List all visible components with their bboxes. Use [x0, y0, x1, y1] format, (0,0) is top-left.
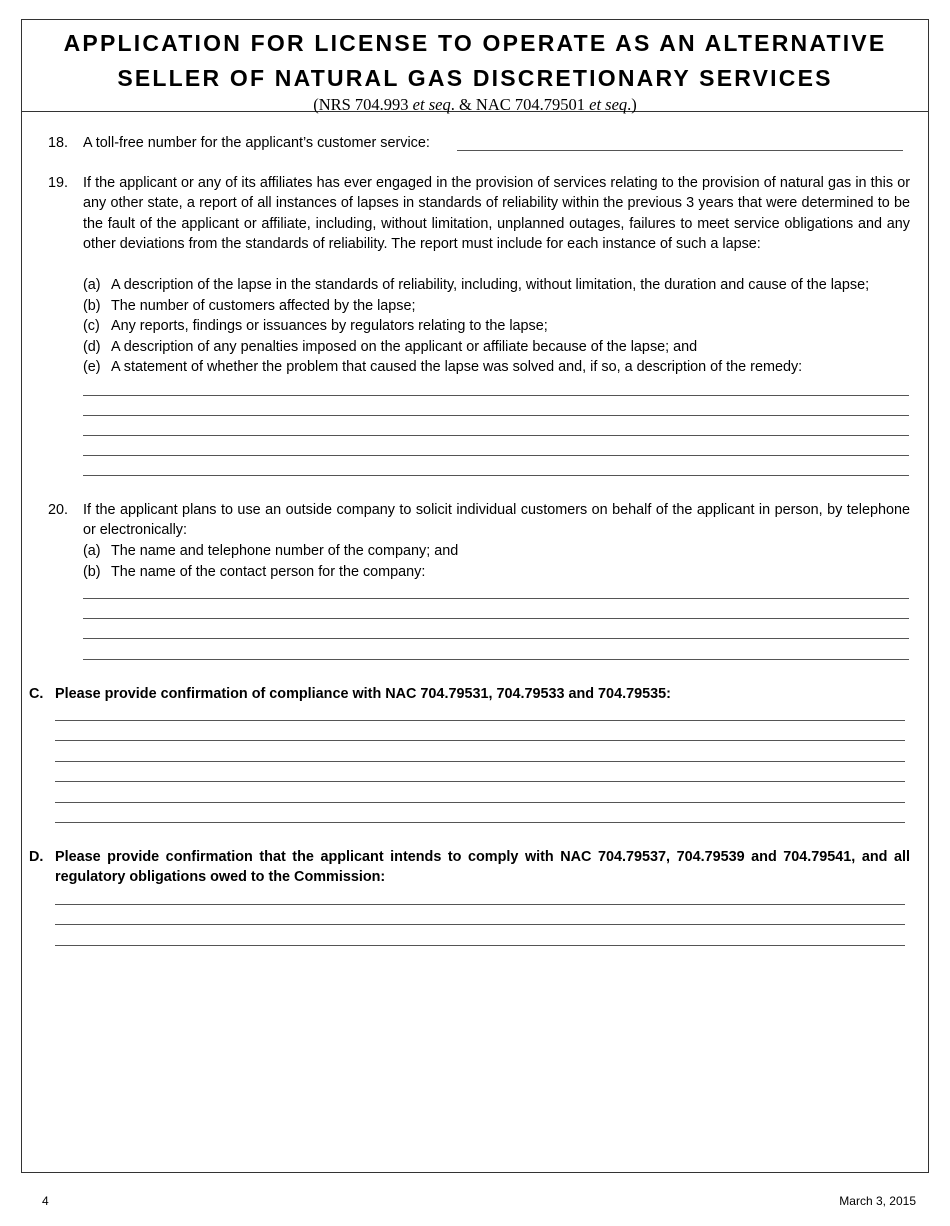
sub-label: (a) — [83, 543, 101, 559]
section-c-answer-line[interactable] — [55, 781, 905, 782]
section-d-answer-line[interactable] — [55, 945, 905, 946]
sub-label: (c) — [83, 318, 100, 334]
form-title — [22, 26, 928, 96]
item-19-text: If the applicant or any of its affiliates has ever engaged in the provision of services relating to the provision of natural gas in this or any other state, a report of all instances of lapses in standards of reliability within the previous 3 years that were determined to be the fault of the applicant or affiliate, including, without limitation, unplanned outages, failures to meet service obligations and any other deviations from the standards of reliability. The report must include for each instance of such a lapse: — [83, 175, 910, 253]
sub-label: (b) — [83, 563, 101, 580]
item-20-answer-line[interactable] — [83, 638, 909, 639]
item-20-answer-line[interactable] — [83, 659, 909, 660]
cite-et-seq-2: et seq — [589, 95, 628, 114]
item-19-answer-line[interactable] — [83, 475, 909, 476]
section-c-answer-line[interactable] — [55, 822, 905, 823]
cite-mid: . & NAC 704.79501 — [450, 95, 590, 114]
sub-label: (b) — [83, 297, 101, 314]
section-d-text: Please provide confirmation that the applicant intends to comply with NAC 704.79537, 704.79539 and 704.79541, and all regulatory obligations owed to the Commission: — [55, 849, 910, 886]
section-c-answer-line[interactable] — [55, 720, 905, 721]
item-20 — [48, 500, 918, 585]
cite-prefix: (NRS 704.993 — [313, 95, 413, 114]
sub-text: A statement of whether the problem that caused the lapse was solved and, if so, a description of the remedy: — [111, 359, 803, 375]
section-d-letter: D. — [29, 849, 44, 865]
form-header — [22, 20, 928, 112]
item-20-answer-line[interactable] — [83, 618, 909, 619]
form-title-line-1: APPLICATION FOR LICENSE TO OPERATE AS AN ALTERNATIVE — [63, 30, 887, 56]
cite-suffix: .) — [627, 95, 637, 114]
sub-text: The name of the contact person for the company: — [111, 563, 426, 580]
sub-text: A description of the lapse in the standards of reliability, including, without limitation, the duration and cause of the lapse; — [111, 277, 870, 293]
section-d — [29, 847, 911, 891]
sub-text: The number of customers affected by the lapse; — [111, 297, 416, 314]
item-20-answer-line[interactable] — [83, 598, 909, 599]
item-19-answer-line[interactable] — [83, 435, 909, 436]
item-20-number: 20. — [48, 502, 69, 518]
form-title-line-2: SELLER OF NATURAL GAS DISCRETIONARY SERVICES — [117, 65, 833, 91]
sub-label: (e) — [83, 359, 101, 375]
cite-et-seq-1: et seq — [412, 95, 451, 114]
section-c-text: Please provide confirmation of compliance with NAC 704.79531, 704.79533 and 704.79535: — [55, 686, 671, 702]
sub-label: (a) — [83, 277, 101, 293]
section-c — [29, 684, 909, 706]
item-19-answer-line[interactable] — [83, 395, 909, 396]
item-19-answer-line[interactable] — [83, 455, 909, 456]
section-c-answer-line[interactable] — [55, 802, 905, 803]
sub-text: Any reports, findings or issuances by regulators relating to the lapse; — [111, 318, 548, 334]
item-19-answer-line[interactable] — [83, 415, 909, 416]
page-number: 4 — [42, 1194, 49, 1208]
toll-free-number-field[interactable] — [457, 150, 903, 151]
item-20-text: If the applicant plans to use an outside company to solicit individual customers on behalf of the applicant in person, by telephone or electronically: — [83, 502, 910, 539]
section-c-answer-line[interactable] — [55, 761, 905, 762]
section-d-answer-line[interactable] — [55, 924, 905, 925]
statute-citation — [22, 96, 928, 114]
sub-text: A description of any penalties imposed on the applicant or affiliate because of the lapse; and — [111, 338, 698, 355]
section-d-answer-line[interactable] — [55, 904, 905, 905]
section-c-answer-line[interactable] — [55, 740, 905, 741]
item-19-number: 19. — [48, 175, 69, 191]
item-18 — [48, 133, 918, 155]
sub-label: (d) — [83, 338, 101, 355]
item-18-number: 18. — [48, 135, 69, 151]
item-19 — [48, 173, 918, 383]
sub-text: The name and telephone number of the company; and — [111, 543, 459, 559]
revision-date: March 3, 2015 — [839, 1194, 916, 1208]
section-c-letter: C. — [29, 686, 44, 702]
item-18-text: A toll-free number for the applicant’s customer service: — [83, 135, 430, 151]
